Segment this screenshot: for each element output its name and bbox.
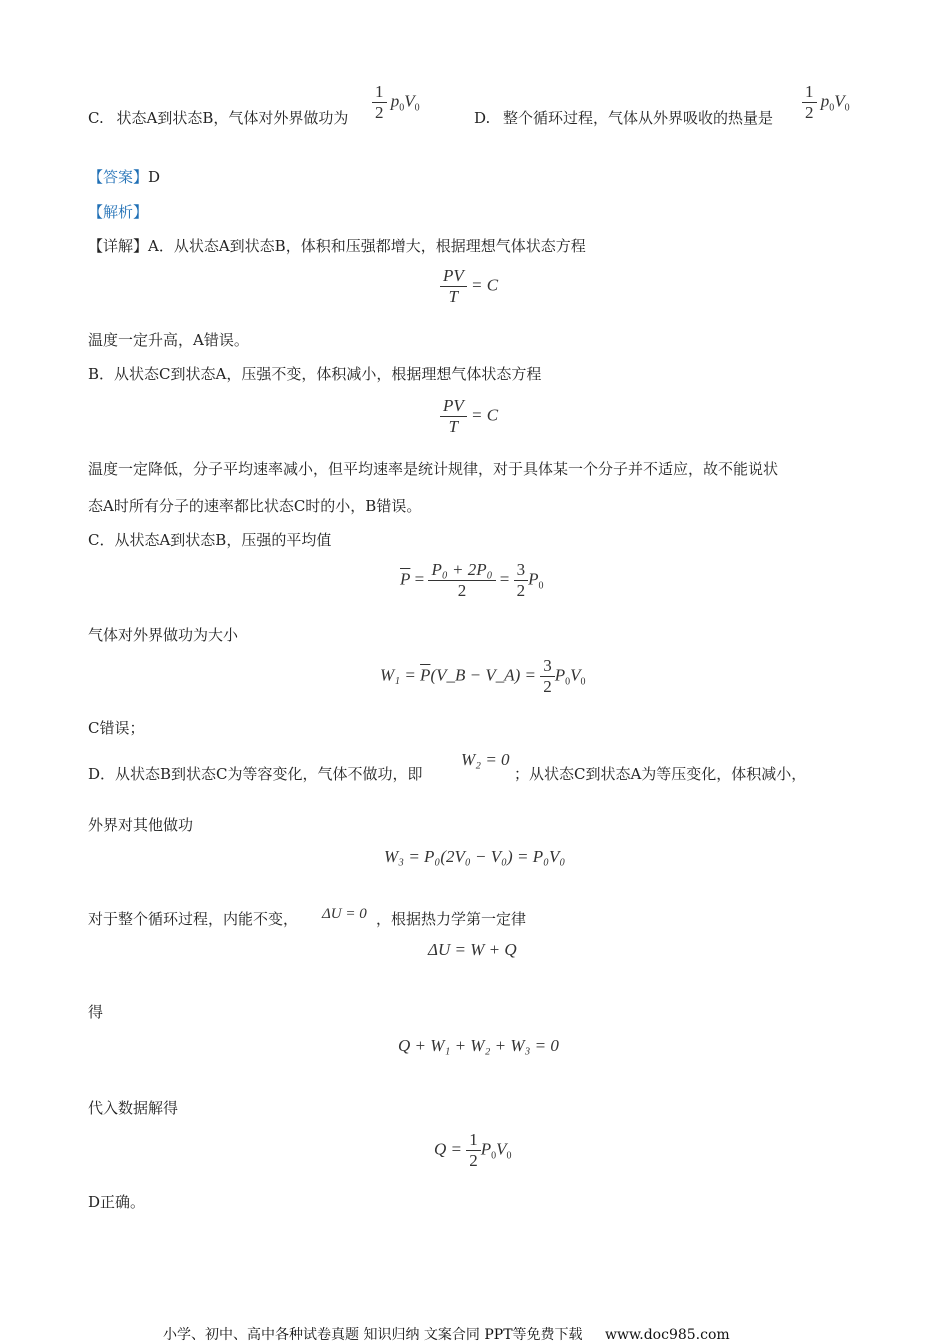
option-d-formula: $\frac{1}{2}$ $p_0V_0$ bbox=[802, 82, 850, 123]
detail-d-line-1b: ；从状态C到状态A为等压变化，体积减小， bbox=[514, 765, 807, 783]
detail-d-line-1a: D．从状态B到状态C为等容变化，气体不做功，即 bbox=[88, 765, 423, 783]
detail-a-line bbox=[88, 236, 586, 256]
q-coef-num: 1 bbox=[469, 1130, 478, 1149]
option-c-coef-num: 1 bbox=[375, 82, 384, 101]
detail-c-conclusion: C错误； bbox=[88, 719, 145, 737]
option-d bbox=[474, 108, 773, 128]
detail-a-conclusion: 温度一定升高，A错误。 bbox=[88, 331, 249, 349]
detail-d-line-2: 外界对其他做功 bbox=[88, 816, 194, 834]
detail-label: 【详解】 bbox=[88, 237, 149, 255]
answer-value: D bbox=[148, 168, 161, 186]
equation-work-w1: $W_1 = \overline{P}(V\_B$ − V_A) = $\frac{3}{2}$ $P_0V_0$ bbox=[380, 656, 586, 696]
option-d-coef-den: 2 bbox=[802, 102, 817, 123]
detail-b-line: B．从状态C到状态A，压强不变，体积减小，根据理想气体状态方程 bbox=[88, 365, 542, 383]
work-w1-lhs: W₁ = bbox=[380, 665, 421, 685]
sum-text: Q + W₁ + W₂ + W₃ = 0 bbox=[398, 1036, 559, 1055]
du-zero-text: ΔU = 0 bbox=[322, 906, 367, 922]
option-c-coef-den: 2 bbox=[372, 102, 387, 123]
detail-d-line-3b: ，根据热力学第一定律 bbox=[376, 910, 527, 928]
detail-substitute: 代入数据解得 bbox=[88, 1099, 179, 1117]
detail-a-text: A．从状态A到状态B，体积和压强都增大，根据理想气体状态方程 bbox=[148, 237, 586, 255]
equation-du-zero bbox=[322, 906, 367, 923]
ideal-gas-rhs-2: = C bbox=[471, 405, 499, 425]
equation-q: Q = $\frac{1}{2}$ $P_0V_0$ bbox=[434, 1130, 512, 1170]
pressure-average-denominator: 2 bbox=[428, 580, 495, 601]
ideal-gas-denominator: T bbox=[440, 286, 467, 307]
detail-de: 得 bbox=[88, 1003, 104, 1021]
equation-ideal-gas-2 bbox=[440, 396, 498, 437]
option-d-text: 整个循环过程，气体从外界吸收的热量是 bbox=[503, 109, 774, 127]
footer bbox=[163, 1324, 730, 1344]
equation-w3 bbox=[384, 847, 565, 867]
equation-first-law bbox=[428, 940, 517, 960]
pressure-average-coef-den: 2 bbox=[514, 580, 529, 601]
equation-pressure-average: $\overline{P}$ = $\frac{\text{P₀ + 2P₀}}{2}$ = $\frac{3}{2}$ $P_0$ bbox=[400, 560, 544, 600]
footer-site[interactable]: www.doc985.com bbox=[604, 1327, 730, 1343]
pressure-average-symbol: $\overline{P}$ bbox=[400, 569, 411, 589]
detail-b-conclusion-2: 态A时所有分子的速率都比状态C时的小，B错误。 bbox=[88, 497, 422, 515]
detail-b-conclusion-1: 温度一定降低，分子平均速率减小，但平均速率是统计规律，对于具体某一个分子并不适应，故不能说状 bbox=[88, 460, 779, 478]
detail-d-conclusion: D正确。 bbox=[88, 1193, 146, 1211]
option-c-prefix: C. bbox=[88, 109, 104, 127]
option-c-formula: $\frac{1}{2}$ $p_0V_0$ bbox=[372, 82, 420, 123]
detail-c-line: C．从状态A到状态B，压强的平均值 bbox=[88, 531, 332, 549]
detail-c-work-line: 气体对外界做功为大小 bbox=[88, 626, 239, 644]
equation-w2 bbox=[461, 750, 510, 770]
work-w1-mid: (V_B − V_A) = bbox=[430, 665, 541, 685]
footer-text: 小学、初中、高中各种试卷真题 知识归纳 文案合同 PPT等免费下载 bbox=[163, 1327, 583, 1343]
option-c bbox=[88, 108, 348, 128]
option-d-coef-num: 1 bbox=[805, 82, 814, 101]
ideal-gas-rhs: = C bbox=[471, 275, 499, 295]
detail-d-line-3a: 对于整个循环过程，内能不变， bbox=[88, 910, 299, 928]
w3-text: W₃ = P₀(2V₀ − V₀) = P₀V₀ bbox=[384, 847, 566, 866]
first-law-text: ΔU = W + Q bbox=[428, 940, 517, 959]
option-d-prefix: D. bbox=[474, 109, 491, 127]
pressure-average-numerator: P₀ + 2P₀ bbox=[431, 560, 493, 579]
pressure-average-coef-num: 3 bbox=[516, 560, 526, 579]
ideal-gas-numerator-2: PV bbox=[443, 396, 464, 415]
option-c-text: 状态A到状态B，气体对外界做功为 bbox=[116, 109, 349, 127]
equation-sum bbox=[398, 1036, 559, 1056]
q-lhs: Q = bbox=[434, 1139, 467, 1159]
w2-text: W₂ = 0 bbox=[461, 750, 510, 769]
ideal-gas-numerator: PV bbox=[443, 266, 464, 285]
q-coef-den: 2 bbox=[466, 1150, 481, 1171]
work-w1-coef-den: 2 bbox=[540, 676, 555, 697]
ideal-gas-denominator-2: T bbox=[440, 416, 467, 437]
work-w1-coef-num: 3 bbox=[543, 656, 552, 675]
equation-ideal-gas-1 bbox=[440, 266, 498, 307]
answer-line bbox=[88, 167, 160, 187]
analysis-label: 【解析】 bbox=[88, 203, 149, 221]
answer-label: 【答案】 bbox=[88, 168, 149, 186]
